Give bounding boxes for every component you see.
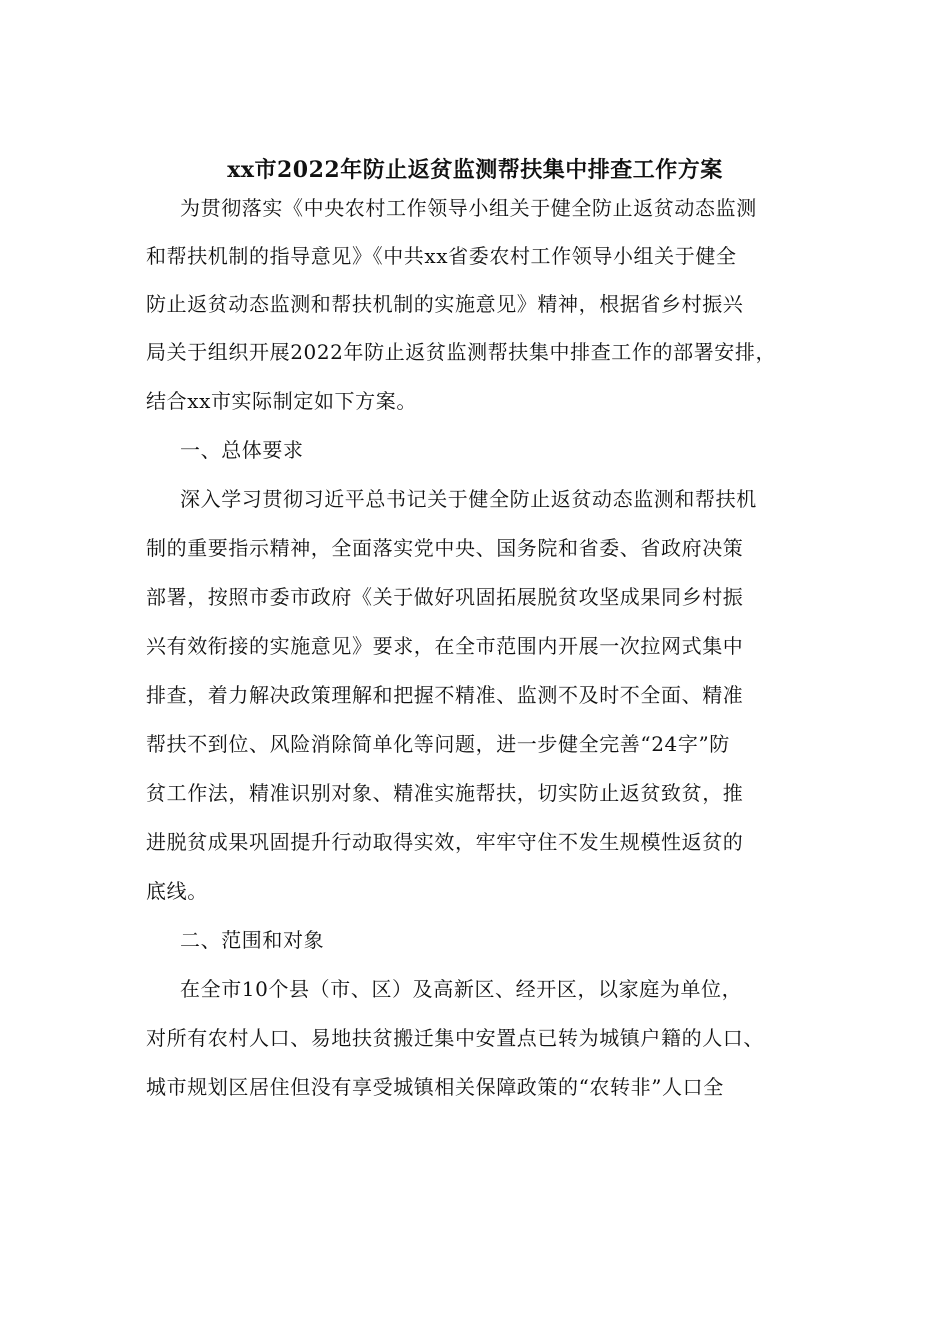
paragraph-line: 局关于组织开展2022年防止返贫监测帮扶集中排查工作的部署安排， — [146, 340, 777, 364]
paragraph-line: 城市规划区居住但没有享受城镇相关保障政策的“农转非”人口全 — [146, 1075, 724, 1099]
paragraph-line: 在全市10个县（市、区）及高新区、经开区，以家庭为单位， — [180, 977, 743, 1001]
paragraph-line: 结合xx市实际制定如下方案。 — [146, 389, 417, 413]
paragraph-line: 对所有农村人口、易地扶贫搬迁集中安置点已转为城镇户籍的人口、 — [146, 1026, 764, 1050]
document-title: xx市2022年防止返贫监测帮扶集中排查工作方案 — [227, 157, 723, 183]
paragraph-line: 进脱贫成果巩固提升行动取得实效，牢牢守住不发生规模性返贫的 — [146, 830, 744, 854]
paragraph-line: 和帮扶机制的指导意见》《中共xx省委农村工作领导小组关于健全 — [146, 244, 737, 268]
paragraph-line: 深入学习贯彻习近平总书记关于健全防止返贫动态监测和帮扶机 — [180, 487, 757, 511]
paragraph-line: 底线。 — [146, 879, 208, 903]
paragraph-line: 防止返贫动态监测和帮扶机制的实施意见》精神，根据省乡村振兴 — [146, 292, 744, 316]
section-heading: 二、范围和对象 — [180, 928, 325, 952]
paragraph-line: 部署，按照市委市政府《关于做好巩固拓展脱贫攻坚成果同乡村振 — [146, 585, 744, 609]
paragraph-line: 为贯彻落实《中央农村工作领导小组关于健全防止返贫动态监测 — [180, 196, 757, 220]
paragraph-line: 兴有效衔接的实施意见》要求，在全市范围内开展一次拉网式集中 — [146, 634, 744, 658]
paragraph-line: 帮扶不到位、风险消除简单化等问题，进一步健全完善“24字”防 — [146, 732, 730, 756]
paragraph-line: 排查，着力解决政策理解和把握不精准、监测不及时不全面、精准 — [146, 683, 744, 707]
section-heading: 一、总体要求 — [180, 438, 304, 462]
paragraph-line: 贫工作法，精准识别对象、精准实施帮扶，切实防止返贫致贫，推 — [146, 781, 744, 805]
paragraph-line: 制的重要指示精神，全面落实党中央、国务院和省委、省政府决策 — [146, 536, 744, 560]
